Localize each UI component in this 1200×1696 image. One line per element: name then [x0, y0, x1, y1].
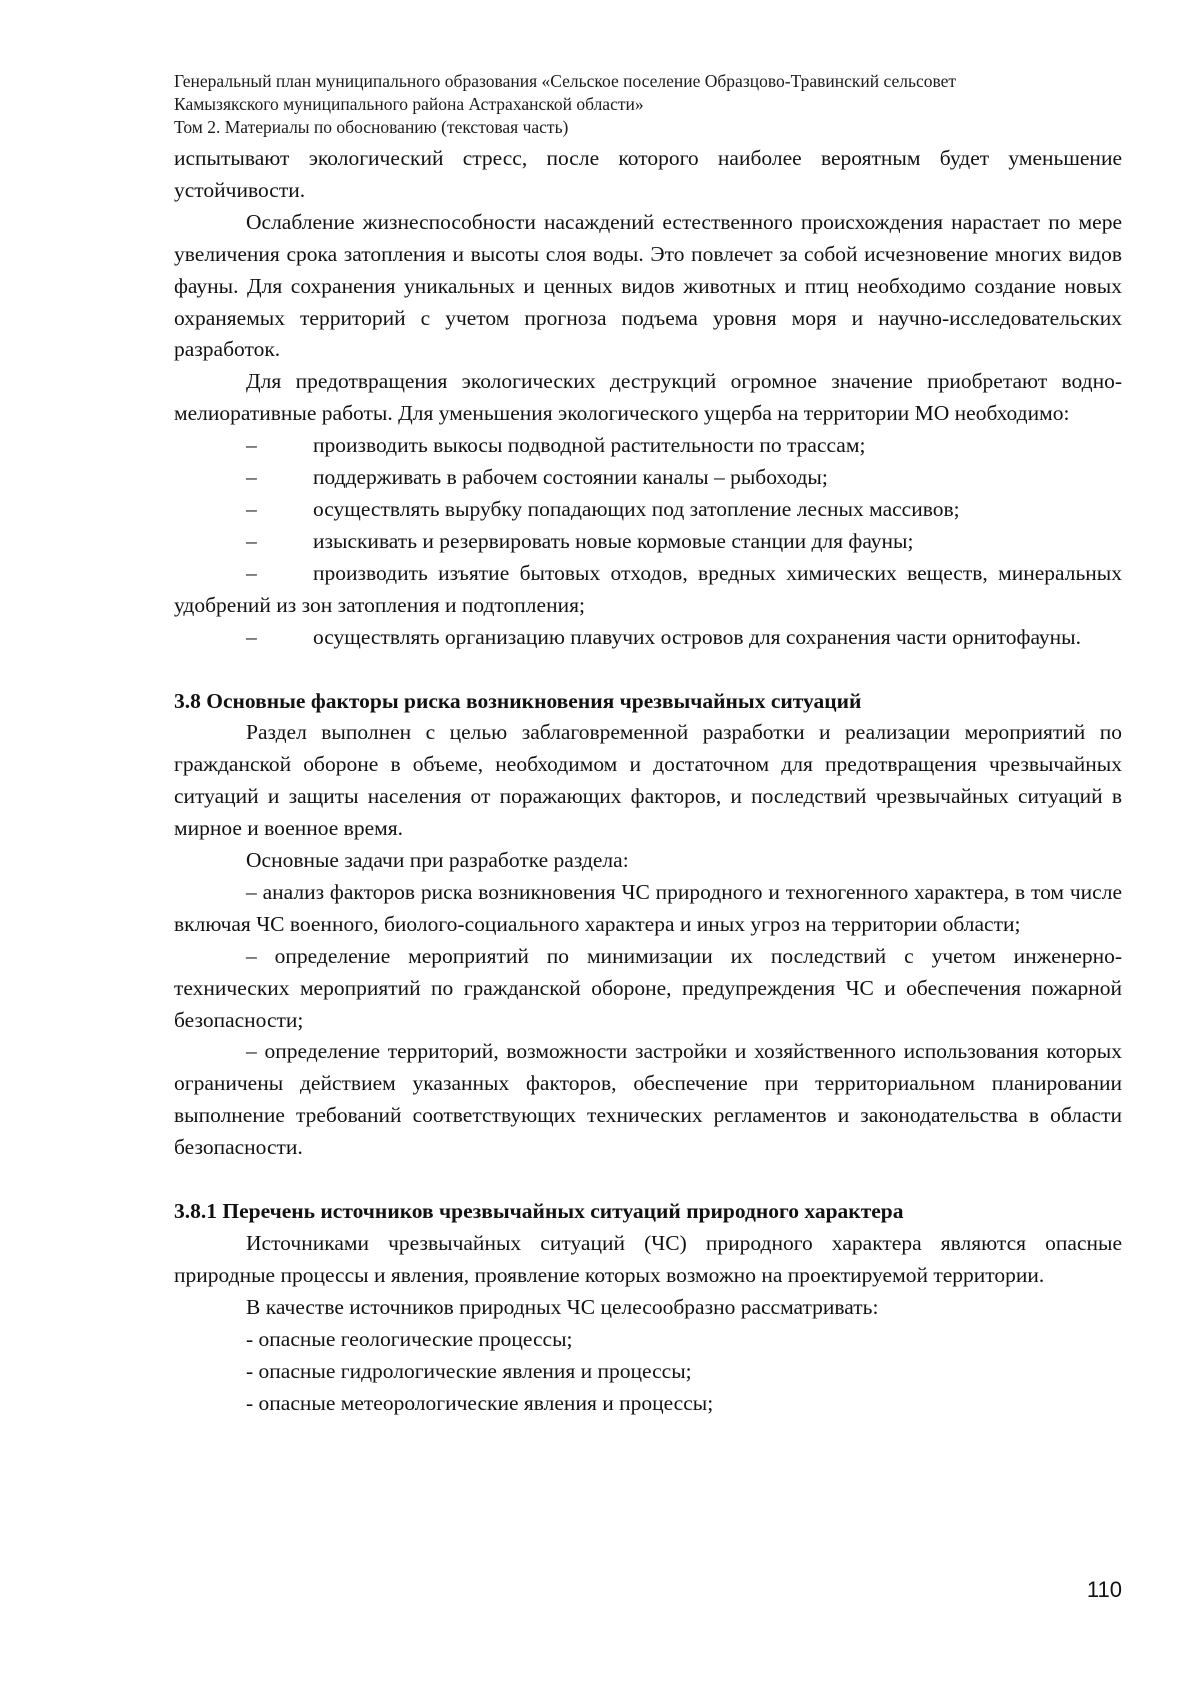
dash-marker: –: [246, 560, 257, 585]
measure-text: осуществлять вырубку попадающих под затопление лесных массивов;: [313, 496, 960, 521]
measure-item-4: [174, 526, 1122, 558]
measure-text: производить изъятие бытовых отходов, вредных химических веществ, минеральных удобрений из зон затопления и подтопления;: [174, 560, 1122, 617]
paragraph-consider: В качестве источников природных ЧС целесообразно рассматривать:: [246, 1294, 879, 1319]
source-item-2: - опасные гидрологические явления и процессы;: [246, 1358, 692, 1383]
measure-item-1: [174, 430, 1122, 462]
document-body: [174, 143, 1122, 1419]
section-heading-3-8-1: 3.8.1 Перечень источников чрезвычайных ситуаций природного характера: [174, 1199, 904, 1224]
dash-marker: –: [246, 624, 257, 649]
section-heading-3-8: 3.8 Основные факторы риска возникновения чрезвычайных ситуаций: [174, 688, 862, 713]
task-item-3: – определение территорий, возможности застройки и хозяйственного использования которых ограничены действием указанных факторов, обеспечение при территориальном планировании выполнение требований соответствующих технических регламентов и законодательства в области безопасности.: [174, 1039, 1122, 1160]
source-item-1: - опасные геологические процессы;: [246, 1326, 573, 1351]
header-line-1: Генеральный план муниципального образования «Сельское поселение Образцово-Травинский сельсовет: [174, 71, 957, 91]
measure-text: изыскивать и резервировать новые кормовые станции для фауны;: [313, 528, 914, 553]
spacer: [174, 1164, 1122, 1196]
dash-marker: –: [246, 433, 257, 458]
running-header: [174, 70, 1122, 139]
page-number: 110: [1086, 1577, 1122, 1602]
task-item-2: – определение мероприятий по минимизации их последствий с учетом инженерно-технических мероприятий по гражданской обороне, предупреждения ЧС и обеспечения пожарной безопасности;: [174, 943, 1122, 1032]
paragraph-weakening: Ослабление жизнеспособности насаждений естественного происхождения нарастает по мере увеличения срока затопления и высоты слоя воды. Это повлечет за собой исчезновение многих видов фауны. Для сохранения уникальных и ценных видов животных и птиц необходимо создание новых охраняемых территорий с учетом прогноза подъема уровня моря и научно-исследовательских разработок.: [174, 209, 1122, 362]
header-line-3: Том 2. Материалы по обоснованию (текстовая часть): [174, 117, 569, 137]
measure-text: производить выкосы подводной растительности по трассам;: [313, 433, 866, 458]
measure-item-5: [174, 558, 1122, 622]
paragraph-section-purpose: Раздел выполнен с целью заблаговременной разработки и реализации мероприятий по гражданской обороне в объеме, необходимом и достаточном для предотвращения чрезвычайных ситуаций и защиты населения от поражающих факторов, и последствий чрезвычайных ситуаций в мирное и военное время.: [174, 720, 1122, 841]
dash-marker: –: [246, 496, 257, 521]
spacer: [174, 654, 1122, 686]
source-item-3: - опасные метеорологические явления и процессы;: [246, 1390, 714, 1415]
dash-marker: –: [246, 528, 257, 553]
measure-item-2: [174, 462, 1122, 494]
header-line-2: Камызякского муниципального района Астраханской области»: [174, 94, 644, 114]
paragraph-prevention: Для предотвращения экологических деструкций огромное значение приобретают водно-мелиоративные работы. Для уменьшения экологического ущерба на территории МО необходимо:: [174, 369, 1122, 426]
paragraph-main-tasks: Основные задачи при разработке раздела:: [246, 848, 629, 873]
measure-item-3: [174, 494, 1122, 526]
task-item-1: – анализ факторов риска возникновения ЧС природного и техногенного характера, в том числе включая ЧС военного, биолого-социального характера и иных угроз на территории области;: [174, 879, 1122, 936]
measure-text: поддерживать в рабочем состоянии каналы – рыбоходы;: [313, 465, 828, 490]
paragraph-sources: Источниками чрезвычайных ситуаций (ЧС) природного характера являются опасные природные процессы и явления, проявление которых возможно на проектируемой территории.: [174, 1231, 1122, 1287]
measure-item-6: [174, 622, 1122, 654]
dash-marker: –: [246, 465, 257, 490]
paragraph-intro: испытывают экологический стресс, после которого наиболее вероятным будет уменьшение устойчивости.: [174, 146, 1122, 202]
measure-text: осуществлять организацию плавучих островов для сохранения части орнитофауны.: [313, 624, 1082, 649]
